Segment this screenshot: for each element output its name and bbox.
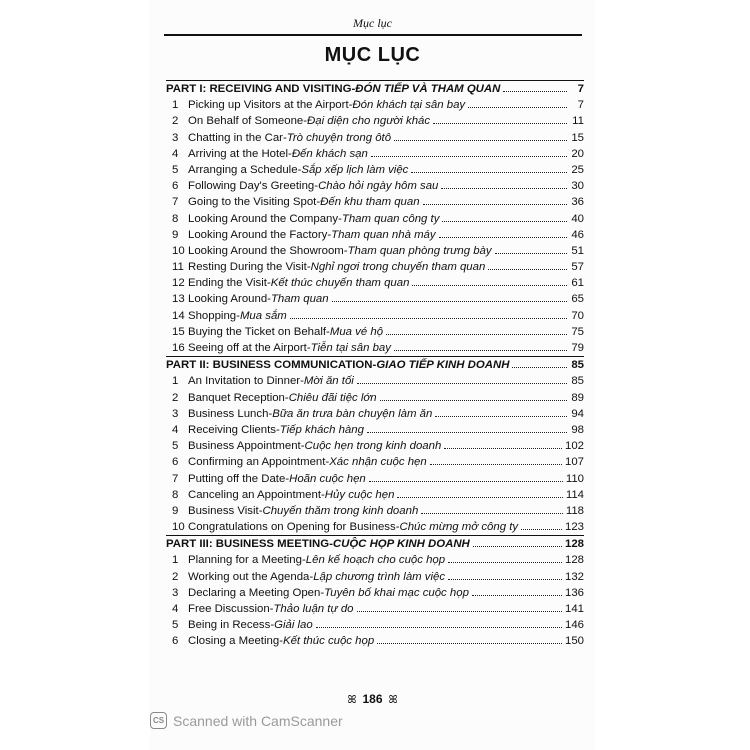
entry-page-number: 136 [564, 586, 584, 599]
entry-vietnamese-title: Chuyến thăm trong kinh doanh [262, 504, 419, 517]
entry-number: 16 [172, 342, 185, 354]
entry-english-title: Buying the Ticket on Behalf [188, 325, 327, 338]
entry-english-title: Arriving at the Hotel [188, 147, 289, 160]
entry-vietnamese-title: Hoãn cuộc hẹn [289, 472, 366, 485]
entry-english-title: Business Visit [188, 504, 259, 517]
entry-number: 6 [172, 180, 179, 193]
ornament-right-icon: ꕤ [388, 694, 398, 706]
entry-english-title: On Behalf of Someone [188, 115, 304, 128]
toc-entry [166, 633, 584, 649]
entry-number: 8 [172, 488, 179, 501]
entry-english-title: Canceling an Appointment [188, 488, 321, 501]
entry-english-title: Shopping [188, 309, 237, 322]
entry-english-title: Working out the Agenda [188, 570, 310, 583]
entry-english-title: Being in Recess [188, 619, 271, 632]
entry-vietnamese-title: Giải lao [274, 619, 313, 632]
toc-entry [166, 291, 584, 307]
dot-leader [433, 114, 567, 124]
entry-separator: - [284, 391, 289, 404]
entry-number: 5 [172, 163, 179, 176]
toc-entry [166, 243, 584, 259]
dot-leader [394, 131, 567, 141]
entry-english-title: Going to the Visiting Spot [188, 196, 317, 209]
scanner-text: Scanned with CamScanner [173, 712, 343, 729]
page-footer [150, 692, 595, 707]
entry-vietnamese-title: Đón khách tại sân bay [352, 99, 466, 112]
entry-english-title: Chatting in the Car [188, 131, 283, 144]
entry-vietnamese-title: Tham quan [270, 293, 329, 306]
dot-leader [521, 520, 562, 530]
dot-leader [444, 439, 562, 449]
dot-leader [367, 423, 567, 433]
entry-vietnamese-title: Hủy cuộc hẹn [324, 488, 395, 501]
dot-leader [386, 325, 567, 335]
entry-english-title: Looking Around the Factory [188, 228, 328, 241]
entry-english-title: Following Day's Greeting [188, 180, 315, 193]
entry-number: 15 [172, 325, 185, 338]
entry-number: 9 [172, 504, 179, 517]
entry-page-number: 128 [564, 554, 584, 567]
entry-separator: - [301, 554, 306, 567]
toc-entry [166, 178, 584, 194]
entry-number: 11 [172, 261, 184, 274]
entry-page-number: 61 [571, 277, 584, 290]
toc-entry [166, 259, 584, 275]
entry-page-number: 20 [571, 147, 584, 160]
entry-page-number: 75 [571, 325, 584, 338]
entry-page-number: 7 [577, 83, 584, 95]
entry-page-number: 110 [565, 472, 584, 485]
entry-vietnamese-title: Đại diện cho người khác [307, 115, 431, 128]
toc-entry [166, 97, 584, 113]
dot-leader [503, 82, 567, 92]
dot-leader [411, 163, 567, 173]
dot-leader [472, 586, 562, 596]
toc-entry [166, 340, 584, 356]
dot-leader [512, 358, 567, 368]
entry-number: 13 [172, 293, 185, 306]
entry-separator: - [297, 163, 302, 176]
entry-vietnamese-title: Tiếp khách hàng [279, 423, 364, 436]
entry-separator: - [268, 407, 273, 420]
entry-vietnamese-title: Chúc mừng mở công ty [399, 521, 519, 534]
entry-number: 12 [172, 277, 185, 290]
entry-separator: - [306, 261, 311, 274]
entry-page-number: 79 [571, 342, 584, 354]
entry-english-title: PART III: BUSINESS MEETING [166, 538, 330, 551]
entry-separator: - [325, 456, 330, 469]
entry-separator: - [327, 228, 332, 241]
entry-page-number: 107 [564, 456, 584, 469]
toc-part-heading [166, 357, 584, 373]
entry-english-title: PART II: BUSINESS COMMUNICATION [166, 359, 373, 372]
entry-vietnamese-title: Tuyên bố khai mạc cuộc họp [324, 586, 469, 599]
toc-entry [166, 373, 584, 389]
entry-number: 4 [172, 147, 179, 160]
entry-number: 1 [172, 554, 179, 567]
entry-page-number: 25 [571, 163, 584, 176]
book-page [150, 0, 595, 750]
dot-leader [332, 292, 567, 302]
entry-separator: - [326, 325, 330, 338]
entry-english-title: Banquet Reception [188, 391, 285, 404]
entry-separator: - [300, 375, 304, 388]
entry-number: 2 [172, 391, 179, 404]
entry-separator: - [338, 212, 342, 225]
entry-separator: - [276, 423, 280, 436]
entry-number: 3 [172, 131, 179, 144]
entry-separator: - [306, 342, 311, 354]
toc-entry [166, 422, 584, 438]
entry-separator: - [300, 440, 305, 453]
entry-english-title: Resting During the Visit [188, 261, 307, 274]
entry-number: 3 [172, 407, 179, 420]
entry-english-title: Business Lunch [188, 407, 269, 420]
entry-number: 9 [172, 228, 179, 241]
entry-english-title: Picking up Visitors at the Airport [188, 99, 349, 112]
entry-page-number: 89 [571, 391, 584, 404]
entry-separator: - [282, 131, 287, 144]
entry-english-title: An Invitation to Dinner [188, 375, 301, 388]
entry-page-number: 132 [564, 570, 584, 583]
entry-page-number: 65 [571, 293, 584, 306]
camscanner-logo-icon: CS [150, 712, 167, 729]
entry-english-title: Looking Around the Showroom [188, 244, 344, 257]
entry-english-title: Planning for a Meeting [188, 554, 302, 567]
entry-page-number: 102 [564, 440, 584, 453]
entry-page-number: 141 [564, 603, 584, 615]
toc-entry [166, 569, 584, 585]
entry-number: 6 [172, 456, 179, 469]
entry-page-number: 98 [571, 423, 584, 436]
entry-number: 6 [172, 635, 179, 648]
entry-number: 2 [172, 115, 179, 128]
toc-entry [166, 471, 584, 487]
entry-vietnamese-title: Mua sắm [239, 309, 287, 322]
dot-leader [369, 472, 563, 482]
entry-vietnamese-title: Xác nhận cuộc hẹn [329, 456, 427, 469]
toc-entry [166, 324, 584, 340]
entry-number: 4 [172, 423, 179, 436]
dot-leader [448, 553, 562, 563]
entry-page-number: 94 [571, 407, 584, 420]
entry-separator: - [267, 293, 271, 306]
toc-part-heading [166, 81, 584, 97]
entry-vietnamese-title: Trò chuyện trong ôtô [286, 131, 392, 144]
entry-number: 7 [172, 196, 179, 209]
toc-entry [166, 227, 584, 243]
entry-vietnamese-title: Tham quan nhà máy [331, 228, 436, 241]
entry-page-number: 51 [571, 244, 584, 257]
entry-english-title: Looking Around [188, 293, 268, 306]
entry-page-number: 40 [571, 212, 584, 225]
entry-vietnamese-title: Chiêu đãi tiệc lớn [288, 391, 377, 404]
toc-entry [166, 438, 584, 454]
entry-page-number: 57 [571, 261, 584, 274]
dot-leader [442, 212, 567, 222]
entry-vietnamese-title: Đến khách sạn [291, 147, 368, 160]
entry-page-number: 36 [571, 196, 584, 209]
entry-vietnamese-title: Tiễn tại sân bay [310, 342, 391, 354]
dot-leader [412, 276, 567, 286]
entry-vietnamese-title: GIAO TIẾP KINH DOANH [376, 359, 510, 372]
entry-vietnamese-title: Bữa ăn trưa bàn chuyện làm ăn [272, 407, 433, 420]
entry-separator: - [258, 504, 263, 517]
entry-vietnamese-title: Lên kế hoạch cho cuộc họp [305, 554, 446, 567]
entry-vietnamese-title: Thảo luận tự do [273, 603, 354, 615]
entry-page-number: 70 [571, 309, 584, 322]
dot-leader [357, 602, 562, 612]
toc-entry [166, 617, 584, 633]
entry-vietnamese-title: Mời ăn tối [303, 375, 354, 388]
entry-english-title: Confirming an Appointment [188, 456, 326, 469]
entry-vietnamese-title: Tham quan công ty [341, 212, 440, 225]
dot-leader [371, 147, 567, 157]
entry-number: 14 [172, 309, 185, 322]
entry-page-number: 30 [571, 180, 584, 193]
entry-english-title: Looking Around the Company [188, 212, 339, 225]
dot-leader [377, 634, 562, 644]
entry-number: 5 [172, 440, 179, 453]
dot-leader [473, 537, 562, 547]
entry-page-number: 150 [564, 635, 584, 648]
entry-english-title: Business Appointment [188, 440, 301, 453]
toc-part-heading [166, 536, 584, 552]
entry-english-title: Seeing off at the Airport [188, 342, 307, 354]
dot-leader [421, 504, 563, 514]
entry-vietnamese-title: Lập chương trình làm việc [313, 570, 446, 583]
toc-entry [166, 162, 584, 178]
entry-separator: - [279, 635, 283, 648]
entry-separator: - [303, 115, 308, 128]
entry-separator: - [269, 603, 274, 615]
entry-page-number: 11 [572, 115, 584, 128]
entry-english-title: Free Discussion [188, 603, 270, 615]
toc-entry [166, 130, 584, 146]
toc-entry [166, 601, 584, 617]
dot-leader [290, 309, 567, 319]
entry-number: 8 [172, 212, 179, 225]
toc-entry [166, 519, 584, 535]
page-title: MỤC LỤC [324, 44, 421, 66]
entry-vietnamese-title: Nghỉ ngơi trong chuyến tham quan [310, 261, 486, 274]
dot-leader [495, 244, 567, 254]
entry-vietnamese-title: CUỘC HỌP KINH DOANH [332, 538, 470, 551]
entry-vietnamese-title: Cuộc hẹn trong kinh doanh [304, 440, 442, 453]
entry-separator: - [320, 586, 325, 599]
entry-separator: - [270, 619, 275, 632]
entry-separator: - [343, 244, 348, 257]
entry-vietnamese-title: Chào hỏi ngày hôm sau [318, 180, 439, 193]
scanner-watermark [150, 712, 343, 729]
toc-entry [166, 275, 584, 291]
entry-number: 2 [172, 570, 179, 583]
entry-number: 1 [172, 375, 179, 388]
entry-separator: - [288, 147, 292, 160]
entry-vietnamese-title: Sắp xếp lịch làm việc [301, 163, 409, 176]
toc-entry [166, 552, 584, 568]
entry-vietnamese-title: Kết thúc chuyến tham quan [270, 277, 410, 290]
dot-leader [380, 391, 567, 401]
entry-number: 10 [172, 244, 185, 257]
dot-leader [468, 98, 567, 108]
entry-separator: - [351, 83, 356, 95]
toc-entry [166, 503, 584, 519]
entry-separator: - [236, 309, 240, 322]
toc-entry [166, 406, 584, 422]
toc-entry [166, 113, 584, 129]
entry-page-number: 15 [571, 131, 584, 144]
page-number: 186 [362, 692, 383, 706]
entry-vietnamese-title: Kết thúc cuộc họp [282, 635, 375, 648]
entry-number: 7 [172, 472, 179, 485]
entry-vietnamese-title: Mua vé hộ [329, 325, 384, 338]
entry-page-number: 85 [571, 359, 584, 372]
entry-separator: - [320, 488, 325, 501]
toc-entry [166, 146, 584, 162]
running-head: Mục lục [353, 16, 392, 30]
entry-separator: - [395, 521, 400, 534]
toc-entry [166, 487, 584, 503]
entry-page-number: 128 [564, 538, 584, 551]
entry-english-title: Declaring a Meeting Open [188, 586, 321, 599]
entry-page-number: 7 [577, 99, 584, 112]
dot-leader [357, 374, 567, 384]
entry-page-number: 85 [571, 375, 584, 388]
entry-separator: - [285, 472, 290, 485]
dot-leader [430, 455, 562, 465]
toc-entry [166, 194, 584, 210]
entry-english-title: Congratulations on Opening for Business [188, 521, 396, 534]
entry-english-title: Receiving Clients [188, 423, 276, 436]
dot-leader [423, 195, 567, 205]
entry-english-title: Closing a Meeting [188, 635, 280, 648]
entry-number: 10 [172, 521, 185, 534]
entry-english-title: Arranging a Schedule [188, 163, 298, 176]
entry-separator: - [372, 359, 377, 372]
dot-leader [441, 179, 567, 189]
entry-page-number: 123 [564, 521, 584, 534]
dot-leader [394, 341, 567, 351]
entry-page-number: 118 [565, 504, 584, 517]
entry-number: 4 [172, 603, 179, 615]
entry-number: 1 [172, 99, 179, 112]
entry-page-number: 146 [564, 619, 584, 632]
entry-vietnamese-title: Tham quan phòng trưng bày [347, 244, 492, 257]
entry-page-number: 114 [565, 488, 584, 501]
dot-leader [448, 570, 562, 580]
entry-separator: - [266, 277, 271, 290]
toc-entry [166, 390, 584, 406]
dot-leader [488, 260, 567, 270]
entry-page-number: 46 [571, 228, 584, 241]
dot-leader [439, 228, 567, 238]
entry-vietnamese-title: Đến khu tham quan [320, 196, 420, 209]
entry-separator: - [348, 99, 353, 112]
entry-separator: - [329, 538, 333, 551]
ornament-left-icon: ꕤ [347, 694, 357, 706]
toc-entry [166, 211, 584, 227]
dot-leader [435, 407, 567, 417]
dot-leader [316, 618, 562, 628]
header-rule [164, 34, 582, 36]
entry-english-title: PART I: RECEIVING AND VISITING [166, 83, 352, 95]
table-of-contents [166, 80, 584, 650]
entry-vietnamese-title: ĐÓN TIẾP VÀ THAM QUAN [355, 83, 501, 95]
entry-number: 5 [172, 619, 179, 632]
dot-leader [397, 488, 562, 498]
entry-english-title: Putting off the Date [188, 472, 286, 485]
entry-number: 3 [172, 586, 179, 599]
entry-english-title: Ending the Visit [188, 277, 267, 290]
toc-entry [166, 308, 584, 324]
entry-separator: - [314, 180, 319, 193]
entry-separator: - [309, 570, 314, 583]
entry-separator: - [316, 196, 321, 209]
toc-entry [166, 585, 584, 601]
toc-entry [166, 454, 584, 470]
